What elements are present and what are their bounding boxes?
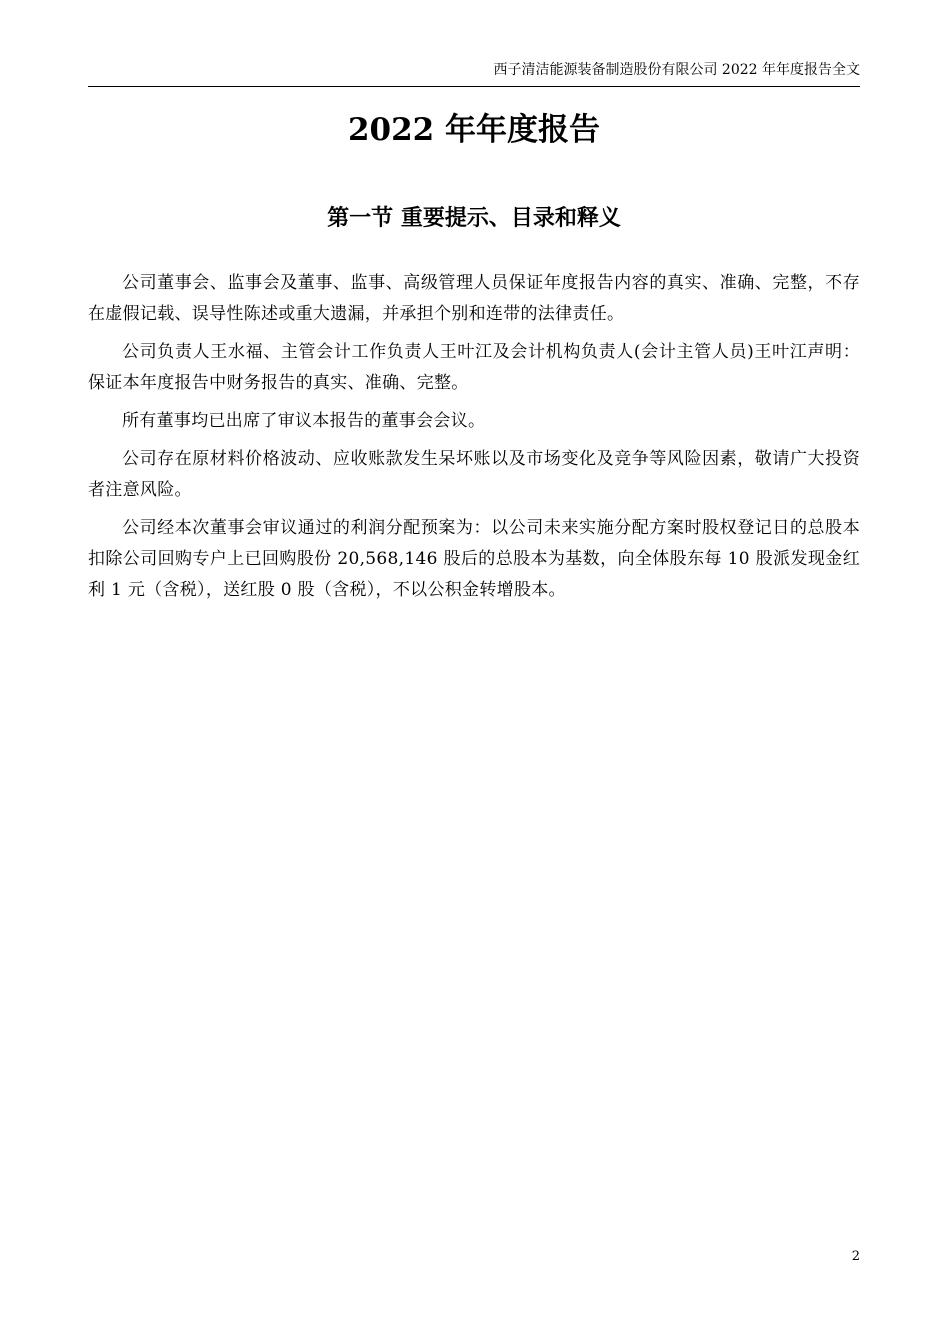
paragraph-directors-attendance: 所有董事均已出席了审议本报告的董事会会议。 — [122, 411, 486, 431]
paragraph-board-guarantee: 公司董事会、监事会及董事、监事、高级管理人员保证年度报告内容的真实、准确、完整，不存在虚假记载、误导性陈述或重大遗漏，并承担个别和连带的法律责任。 — [88, 273, 860, 324]
report-title: 2022 年年度报告 — [347, 112, 601, 148]
page-number: 2 — [851, 1249, 860, 1264]
paragraph-responsible-persons: 公司负责人王水福、主管会计工作负责人王叶江及会计机构负责人(会计主管人员)王叶江声明：保证本年度报告中财务报告的真实、准确、完整。 — [88, 342, 860, 393]
paragraph-profit-distribution: 公司经本次董事会审议通过的利润分配预案为：以公司未来实施分配方案时股权登记日的总股本扣除公司回购专户上已回购股份 20,568,146 股后的总股本为基数，向全体股东每 10 股派发现金红利 1 元（含税），送红股 0 股（含税），不以公积金转增股本。 — [88, 518, 860, 600]
header-divider — [88, 86, 860, 87]
important-notice-body — [88, 268, 860, 613]
paragraph-risk-factors: 公司存在原材料价格波动、应收账款发生呆坏账以及市场变化及竞争等风险因素，敬请广大投资者注意风险。 — [88, 449, 860, 500]
section-title: 第一节 重要提示、目录和释义 — [327, 205, 621, 231]
running-header: 西子清洁能源装备制造股份有限公司 2022 年年度报告全文 — [493, 62, 860, 78]
